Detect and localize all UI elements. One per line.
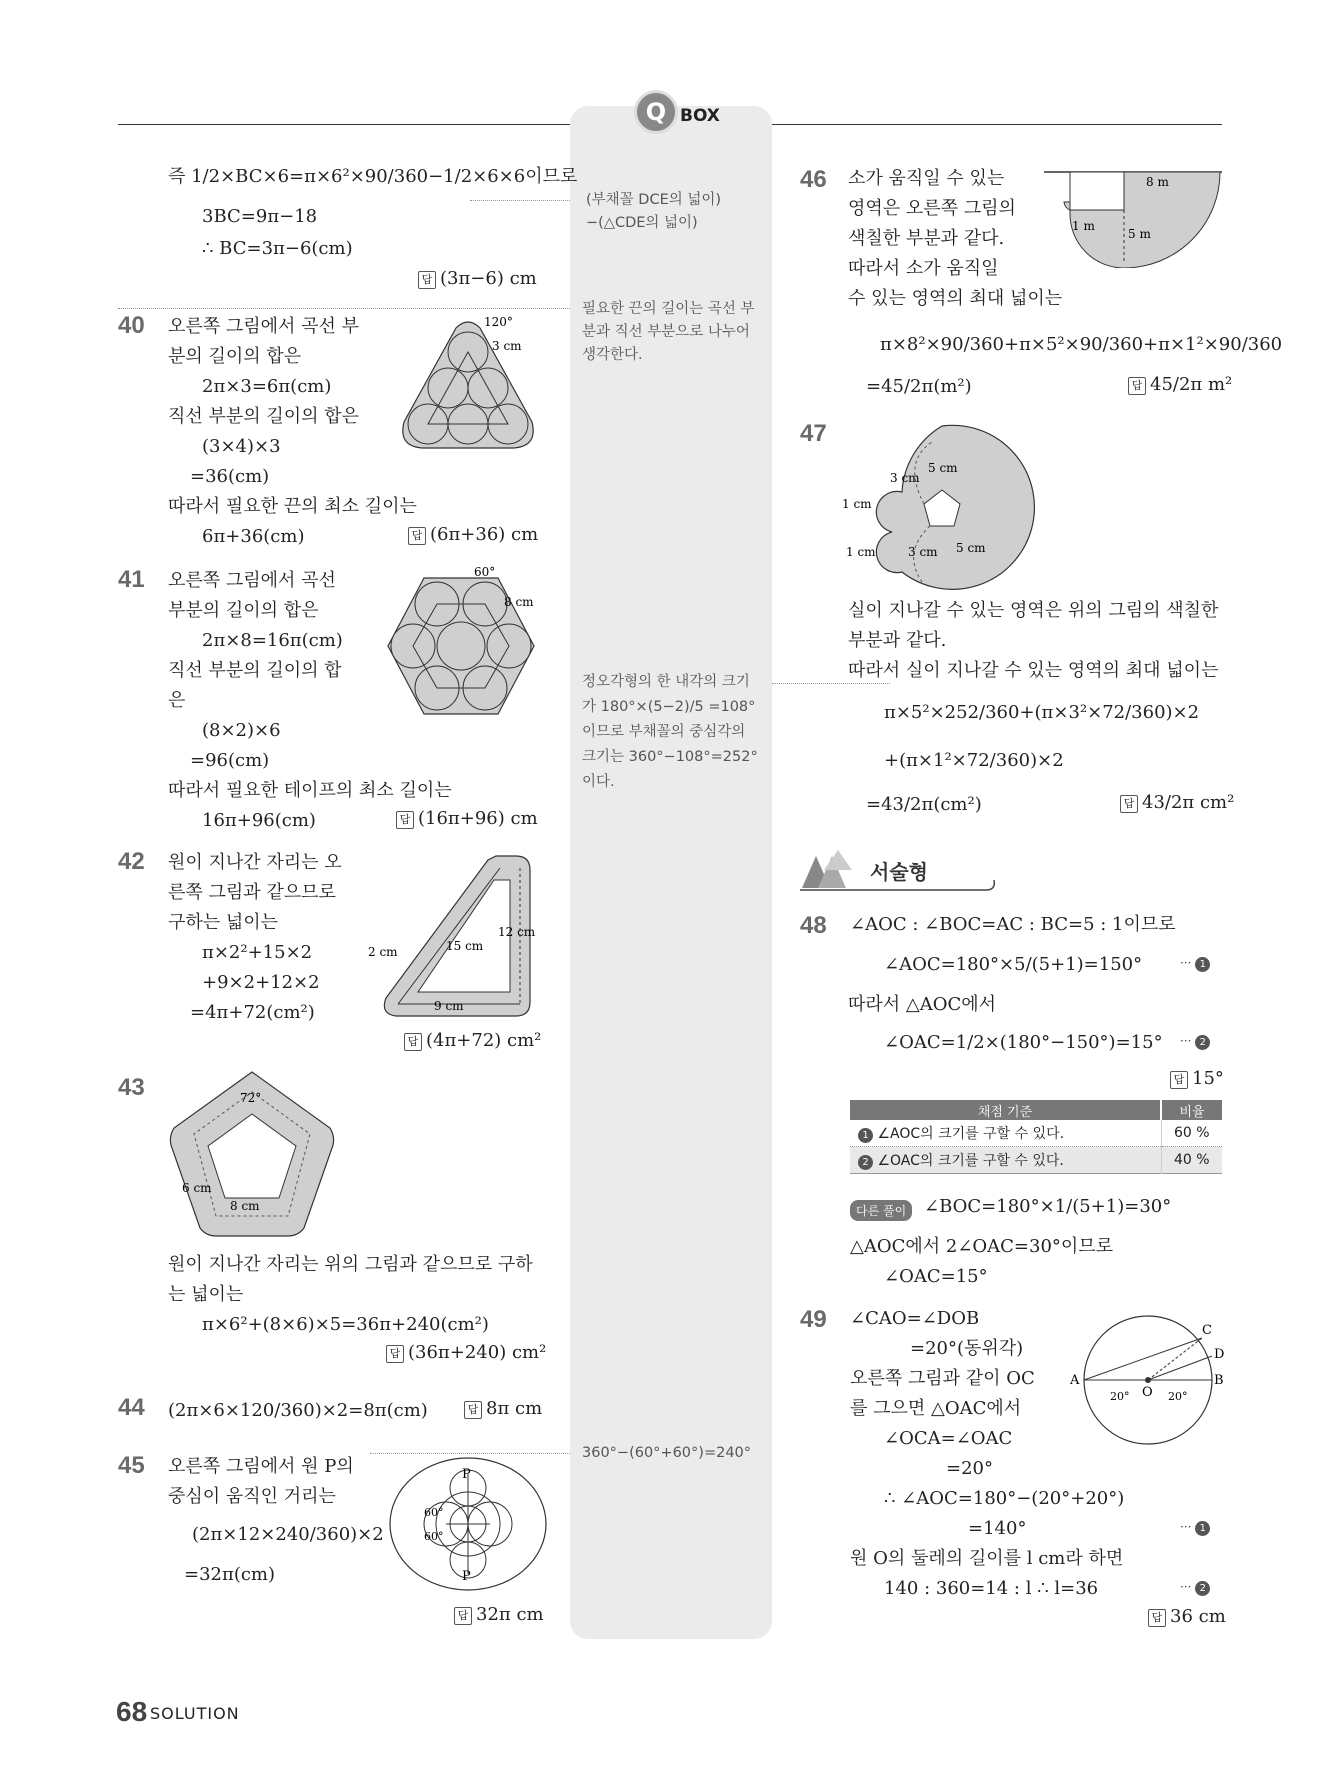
p49-line: 140 : 360=14 : l ∴ l=36 [884,1578,1099,1599]
p43-label: 6 cm [182,1181,212,1195]
p47-line: +(π×1²×72/360)×2 [884,750,1064,771]
answer-text: (16π+96) cm [418,808,538,829]
answer-mark-icon: 답 [386,1345,404,1363]
p40-label: 3 cm [492,339,522,353]
leader-line [470,200,570,201]
p47-answer [1120,792,1234,813]
footer-label: SOLUTION [150,1704,240,1723]
p49-line: ∠CAO=∠DOB [850,1308,980,1329]
criteria-header: 채점 기준 [977,1104,1033,1120]
p49-figure [1066,1304,1228,1454]
p42-label: 2 cm [368,945,398,959]
criteria-row [850,1120,1161,1147]
p47-label: 5 cm [928,461,958,475]
grading-criteria-table [850,1100,1222,1174]
p48-line: ∠AOC=180°×5/(5+1)=150° [884,954,1143,975]
p47-label: 1 cm [846,545,876,559]
p41-label: 8 cm [504,595,534,609]
answer-mark-icon: 답 [404,1033,422,1051]
p40-line: =36(cm) [190,466,270,487]
p47-number: 47 [800,420,827,447]
p46-line: =45/2π(m²) [866,376,972,397]
side-note-1 [586,189,721,235]
p44-number: 44 [118,1394,145,1421]
header-rule-left [118,124,570,125]
p47-line: 실이 지나갈 수 있는 영역은 위의 그림의 색칠한 [848,600,1219,621]
answer-mark-icon: 답 [1170,1071,1188,1089]
answer-text: (6π+36) cm [430,524,539,545]
p49-label: 20° [1110,1390,1130,1403]
answer-text: (4π+72) cm² [426,1030,542,1051]
p41-line: 부분의 길이의 합은 [168,600,319,621]
p47-label: 3 cm [890,471,920,485]
answer-mark-icon: 답 [454,1607,472,1625]
p47-line: =43/2π(cm²) [866,794,982,815]
p49-line: 오른쪽 그림과 같이 OC [850,1368,1035,1389]
p43-label: 8 cm [230,1199,260,1213]
p41-line: (8×2)×6 [202,720,281,741]
p47-line: 따라서 실이 지나갈 수 있는 영역의 최대 넓이는 [848,660,1219,681]
p41-figure [376,566,546,726]
p42-number: 42 [118,848,145,875]
p45-label: P [462,1467,471,1482]
answer-mark-icon: 답 [396,811,414,829]
section-underline [800,878,1000,898]
p49-label: 20° [1168,1390,1188,1403]
p43-line: π×6²+(8×6)×5=36π+240(cm²) [202,1314,489,1335]
answer-text: 36 cm [1170,1606,1226,1627]
side-note-2 [582,298,755,367]
p48-answer [1170,1068,1224,1089]
p39-line-1: 즉 1/2×BC×6=π×6²×90/360−1/2×6×6이므로 [168,166,578,187]
side-note-line: 분과 직선 부분으로 나누어 [582,324,750,340]
side-note-line: 정오각형의 한 내각의 크기 [582,674,750,690]
p48-line: ∠OAC=1/2×(180°−150°)=15° [884,1032,1163,1053]
answer-mark-icon: 답 [1120,795,1138,813]
answer-mark-icon: 답 [408,527,426,545]
side-note-line: 가 180°×(5−2)/5 =108° [582,699,756,715]
side-note-line: 이다. [582,774,615,790]
criteria-row [850,1147,1161,1174]
p48-alt-line: ∠OAC=15° [884,1266,988,1287]
step-marker-2: ··· 2 [1180,1580,1210,1596]
p45-label: P [462,1569,471,1584]
p45-label: 60° [424,1530,444,1543]
criteria-ratio: 40 % [1161,1147,1222,1174]
p42-label: 15 cm [446,939,484,953]
p49-label: O [1142,1385,1153,1400]
p47-line: π×5²×252/360+(π×3²×72/360)×2 [884,702,1200,723]
p40-line: 오른쪽 그림에서 곡선 부 [168,316,360,337]
p40-line: 분의 길이의 합은 [168,346,302,367]
section-title: 서술형 [870,860,928,884]
header-rule-right [772,124,1222,125]
p49-line: ∠OCA=∠OAC [884,1428,1013,1449]
p44-expression: (2π×6×120/360)×2=8π(cm) [168,1400,428,1421]
side-note-4: 360°−(60°+60°)=240° [582,1445,752,1461]
p45-line: (2π×12×240/360)×2 [192,1524,384,1545]
p46-line: 따라서 소가 움직일 [848,258,999,279]
p49-line: =20°(동위각) [910,1338,1024,1359]
q-box-label: BOX [680,106,720,126]
p42-label: 9 cm [434,999,464,1013]
p40-answer [408,524,538,545]
side-note-line: −(△CDE의 넓이) [586,215,698,231]
answer-text: (36π+240) cm² [408,1342,547,1363]
p40-figure [388,310,548,470]
answer-text: 32π cm [476,1604,544,1625]
answer-text: 15° [1192,1068,1224,1089]
answer-mark-icon: 답 [464,1401,482,1419]
p41-label: 60° [474,566,496,579]
p42-line: 원이 지나간 자리는 오 [168,852,342,873]
p45-figure [388,1454,548,1594]
p49-number: 49 [800,1306,827,1333]
p48-number: 48 [800,912,827,939]
p41-line: 16π+96(cm) [202,810,316,831]
p45-label: 60° [424,1506,444,1519]
p46-label: 8 m [1146,175,1169,189]
p49-line: 원 O의 둘레의 길이를 l cm라 하면 [850,1548,1124,1569]
p41-answer [396,808,538,829]
side-note-line: 필요한 끈의 길이는 곡선 부 [582,301,755,317]
p49-answer [1148,1606,1226,1627]
p41-line: 은 [168,690,186,711]
p48-line: 따라서 △AOC에서 [848,994,997,1015]
p45-answer [454,1604,544,1625]
p47-figure [842,422,1052,592]
side-note-line: 크기는 360°−108°=252° [582,749,758,765]
p40-line: 직선 부분의 길이의 합은 [168,406,360,427]
page-number: 68 [116,1696,148,1727]
p46-answer [1128,374,1232,395]
p41-line: 2π×8=16π(cm) [202,630,343,651]
side-note-line: 생각한다. [582,347,643,363]
p49-label: A [1070,1373,1080,1388]
p49-line: ∴ ∠AOC=180°−(20°+20°) [884,1488,1125,1509]
p45-line: 중심이 움직인 거리는 [168,1486,336,1507]
p42-answer [404,1030,541,1051]
p45-number: 45 [118,1452,145,1479]
side-note-line: (부채꼴 DCE의 넓이) [586,192,722,208]
p41-line: =96(cm) [190,750,270,771]
p45-line: 오른쪽 그림에서 원 P의 [168,1456,354,1477]
p41-line: 따라서 필요한 테이프의 최소 길이는 [168,780,452,801]
step-marker-2: ··· 2 [1180,1034,1210,1050]
p49-label: B [1214,1373,1224,1388]
ratio-header: 비율 [1161,1100,1222,1120]
p42-figure [368,852,548,1020]
p41-line: 직선 부분의 길이의 합 [168,660,342,681]
p49-label: D [1214,1347,1225,1362]
step-marker-1: ··· 1 [1180,1520,1210,1536]
answer-text: (3π−6) cm [440,268,537,289]
p44-answer [464,1398,542,1419]
alt-solution-badge: 다른 풀이 [850,1200,912,1221]
p46-line: 색칠한 부분과 같다. [848,228,1005,249]
step-number-icon: 1 [858,1128,873,1143]
p46-label: 5 m [1128,227,1151,241]
p47-label: 5 cm [956,541,986,555]
p48-alt-line: △AOC에서 2∠OAC=30°이므로 [850,1236,1114,1257]
p48-alt-line: ∠BOC=180°×1/(5+1)=30° [924,1196,1172,1217]
p49-line: 를 그으면 △OAC에서 [850,1398,1022,1419]
p41-line: 오른쪽 그림에서 곡선 [168,570,336,591]
p42-line: π×2²+15×2 [202,942,313,963]
p42-line: =4π+72(cm²) [190,1002,315,1023]
p49-line: =140° [968,1518,1027,1539]
p40-line: (3×4)×3 [202,436,281,457]
q-box-badge: Q [634,90,678,134]
answer-mark-icon: 답 [418,271,436,289]
p45-line: =32π(cm) [184,1564,276,1585]
p46-line: 영역은 오른쪽 그림의 [848,198,1016,219]
p41-number: 41 [118,566,145,593]
p39-line-3: ∴ BC=3π−6(cm) [202,238,353,259]
p46-number: 46 [800,166,827,193]
criteria-text: ∠AOC의 크기를 구할 수 있다. [877,1126,1065,1142]
p47-line: 부분과 같다. [848,630,947,651]
answer-mark-icon: 답 [1128,377,1146,395]
p42-line: 른쪽 그림과 같으므로 [168,882,336,903]
p43-number: 43 [118,1074,145,1101]
p46-label: 1 m [1072,219,1095,233]
answer-text: 8π cm [486,1398,543,1419]
answer-mark-icon: 답 [1148,1609,1166,1627]
p49-line: =20° [946,1458,993,1479]
p46-line: 수 있는 영역의 최대 넓이는 [848,288,1063,309]
p40-line: 2π×3=6π(cm) [202,376,332,397]
side-note-3 [582,670,758,795]
p48-line: ∠AOC : ∠BOC=AC : BC=5 : 1이므로 [850,914,1176,935]
p46-line: 소가 움직일 수 있는 [848,168,1005,189]
p43-label: 72° [240,1091,262,1105]
p47-label: 1 cm [842,497,872,511]
p43-line: 원이 지나간 자리는 위의 그림과 같으므로 구하 [168,1254,533,1275]
step-marker-1: ··· 1 [1180,956,1210,972]
p43-answer [386,1342,546,1363]
p43-figure [164,1068,340,1238]
p49-label: C [1202,1323,1212,1338]
p42-line: +9×2+12×2 [202,972,320,993]
leader-line [118,308,570,309]
step-number-icon: 2 [858,1155,873,1170]
side-note-line: 이므로 부채꼴의 중심각의 [582,724,746,740]
p40-label: 120° [484,315,513,329]
p40-line: 따라서 필요한 끈의 최소 길이는 [168,496,417,517]
p40-number: 40 [118,312,145,339]
criteria-ratio: 60 % [1161,1120,1222,1147]
p39-line-2: 3BC=9π−18 [202,206,318,227]
p43-line: 는 넓이는 [168,1284,244,1305]
p40-line: 6π+36(cm) [202,526,305,547]
p46-line: π×8²×90/360+π×5²×90/360+π×1²×90/360 [880,334,1283,355]
criteria-text: ∠OAC의 크기를 구할 수 있다. [877,1153,1064,1169]
answer-text: 45/2π m² [1150,374,1233,395]
p47-label: 3 cm [908,545,938,559]
answer-text: 43/2π cm² [1142,792,1235,813]
p42-label: 12 cm [498,925,536,939]
p46-figure [1044,164,1224,268]
p42-line: 구하는 넓이는 [168,912,279,933]
p39-answer [418,268,537,289]
